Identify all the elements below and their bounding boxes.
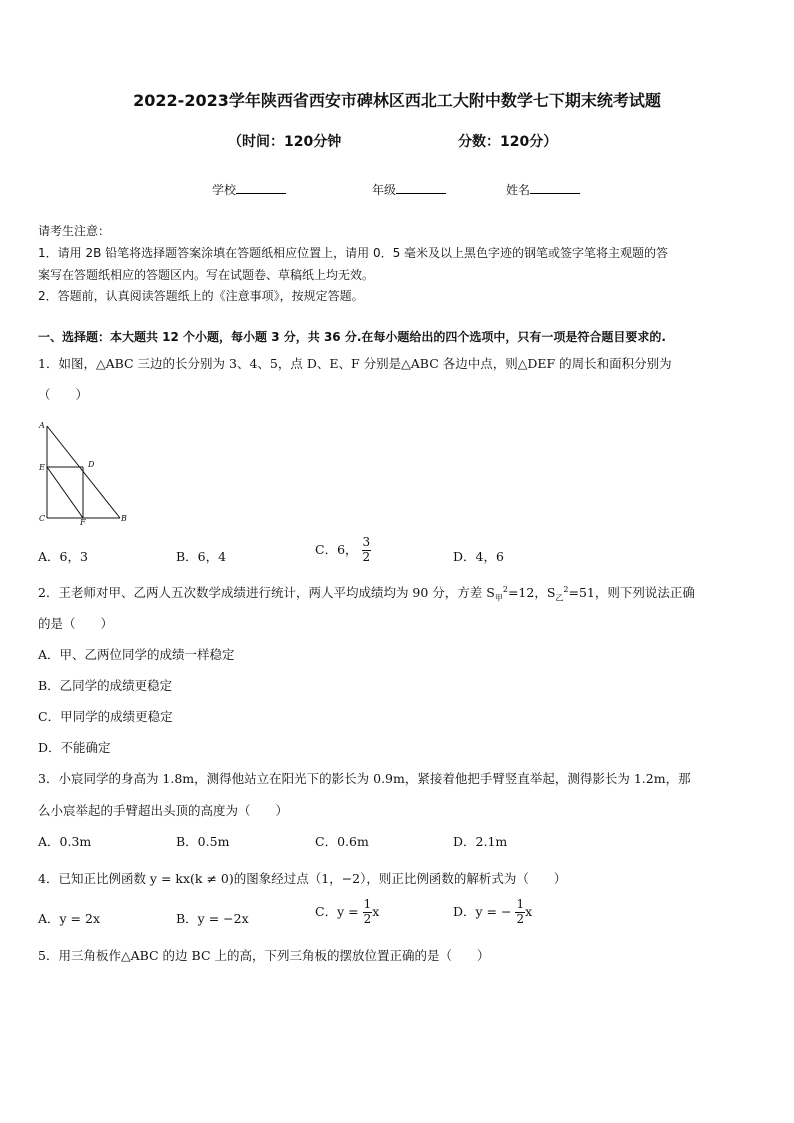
denominator: 2 bbox=[516, 911, 525, 926]
grade-label: 年级 bbox=[372, 183, 397, 197]
question-4-text bbox=[38, 869, 566, 887]
grade-blank bbox=[396, 181, 446, 194]
section-heading: 一、选择题：本大题共 12 个小题，每小题 3 分，共 36 分.在每小题给出的四个选项中，只有一项是符合题目要求的. bbox=[38, 330, 666, 344]
q2-option-b: B．乙同学的成绩更稳定 bbox=[38, 678, 173, 693]
q3-option-b: B．0.5m bbox=[176, 834, 230, 849]
school-label: 学校 bbox=[212, 183, 237, 197]
label-c: C bbox=[39, 514, 46, 523]
numerator: 1 bbox=[516, 897, 525, 911]
q4-option-d bbox=[453, 898, 532, 927]
q4-condition: (k ≠ 0) bbox=[190, 871, 234, 886]
question-3-line-1: 3．小宸同学的身高为 1.8m，测得他站立在阳光下的影长为 0.9m，紧接着他把手臂竖直举起，测得影长为 1.2m，那 bbox=[38, 771, 691, 786]
page-title: 2022-2023学年陕西省西安市碑林区西北工大附中数学七下期末统考试题 bbox=[133, 91, 661, 110]
numerator: 1 bbox=[363, 897, 372, 911]
q4-option-d-prefix: D．y = − bbox=[453, 903, 512, 919]
q3-option-c: C．0.6m bbox=[315, 834, 369, 849]
exam-time: （时间：120分钟 bbox=[228, 134, 342, 150]
question-3-line-2: 么小宸举起的手臂超出头顶的高度为（ ） bbox=[38, 803, 289, 818]
q2-option-c: C．甲同学的成绩更稳定 bbox=[38, 709, 173, 724]
question-1-paren: （ ） bbox=[38, 387, 89, 402]
q2-option-a: A．甲、乙两位同学的成绩一样稳定 bbox=[38, 647, 235, 662]
notice-line-2: 案写在答题纸相应的答题区内。写在试题卷、草稿纸上均无效。 bbox=[38, 268, 375, 282]
q2-sup-a: 2 bbox=[502, 584, 508, 594]
q4-option-a: A．y = 2x bbox=[38, 911, 101, 926]
q3-option-d: D．2.1m bbox=[453, 834, 508, 849]
q1-option-d: D．4，6 bbox=[453, 549, 504, 564]
question-5-text: 5．用三角板作△ABC 的边 BC 上的高，下列三角板的摆放位置正确的是（ ） bbox=[38, 948, 490, 963]
triangle-figure bbox=[36, 420, 136, 528]
notice-heading: 请考生注意： bbox=[38, 224, 111, 238]
q4-option-c-suffix: x bbox=[372, 903, 380, 919]
q2-sub-yi: 乙 bbox=[555, 593, 564, 603]
q2-option-d: D．不能确定 bbox=[38, 740, 111, 755]
q4-option-b: B．y = −2x bbox=[176, 911, 249, 926]
label-f: F bbox=[80, 518, 86, 527]
label-d: D bbox=[88, 460, 95, 469]
label-e: E bbox=[39, 463, 45, 472]
q1-option-c-prefix: C．6， bbox=[315, 541, 358, 557]
fraction bbox=[515, 898, 525, 927]
fraction bbox=[362, 536, 372, 565]
denominator: 2 bbox=[363, 911, 372, 926]
question-2-line-2: 的是（ ） bbox=[38, 616, 114, 631]
name-blank bbox=[530, 181, 580, 194]
fraction bbox=[363, 898, 373, 927]
q1-option-a: A．6，3 bbox=[38, 549, 88, 564]
q2-sup-b: 2 bbox=[563, 584, 569, 594]
name-field bbox=[506, 181, 580, 198]
label-b: B bbox=[121, 514, 127, 523]
q4-text-pre: 4．已知正比例函数 y = kx bbox=[38, 871, 191, 886]
school-blank bbox=[236, 181, 286, 194]
q3-option-a: A．0.3m bbox=[38, 834, 92, 849]
q2-mid: =12，S bbox=[507, 585, 556, 600]
q2-sub-jia: 甲 bbox=[494, 593, 503, 603]
question-1-text: 1．如图，△ABC 三边的长分别为 3、4、5，点 D、E、F 分别是△ABC 各边中点，则△DEF 的周长和面积分别为 bbox=[38, 356, 672, 371]
notice-line-1: 1．请用 2B 铅笔将选择题答案涂填在答题纸相应位置上，请用 0．5 毫米及以上黑色字迹的钢笔或签字笔将主观题的答 bbox=[38, 246, 669, 260]
q1-option-b: B．6，4 bbox=[176, 549, 227, 564]
school-field bbox=[212, 181, 286, 198]
q4-option-c-prefix: C．y = bbox=[315, 903, 359, 919]
q1-option-c bbox=[315, 536, 371, 565]
q2-text-post: =51，则下列说法正确 bbox=[568, 585, 695, 600]
q2-text-pre: 2．王老师对甲、乙两人五次数学成绩进行统计，两人平均成绩均为 90 分，方差 S bbox=[38, 585, 495, 600]
numerator: 3 bbox=[362, 535, 371, 549]
denominator: 2 bbox=[362, 549, 371, 564]
question-2-text bbox=[38, 583, 695, 604]
grade-field bbox=[372, 181, 446, 198]
q4-text-post: 的图象经过点（1，−2），则正比例函数的解析式为（ ） bbox=[233, 871, 567, 886]
notice-line-3: 2．答题前，认真阅读答题纸上的《注意事项》，按规定答题。 bbox=[38, 289, 364, 303]
q4-option-c bbox=[315, 898, 379, 927]
q4-option-d-suffix: x bbox=[525, 903, 533, 919]
exam-score: 分数：120分） bbox=[458, 134, 558, 150]
label-a: A bbox=[39, 421, 45, 430]
name-label: 姓名 bbox=[506, 183, 531, 197]
